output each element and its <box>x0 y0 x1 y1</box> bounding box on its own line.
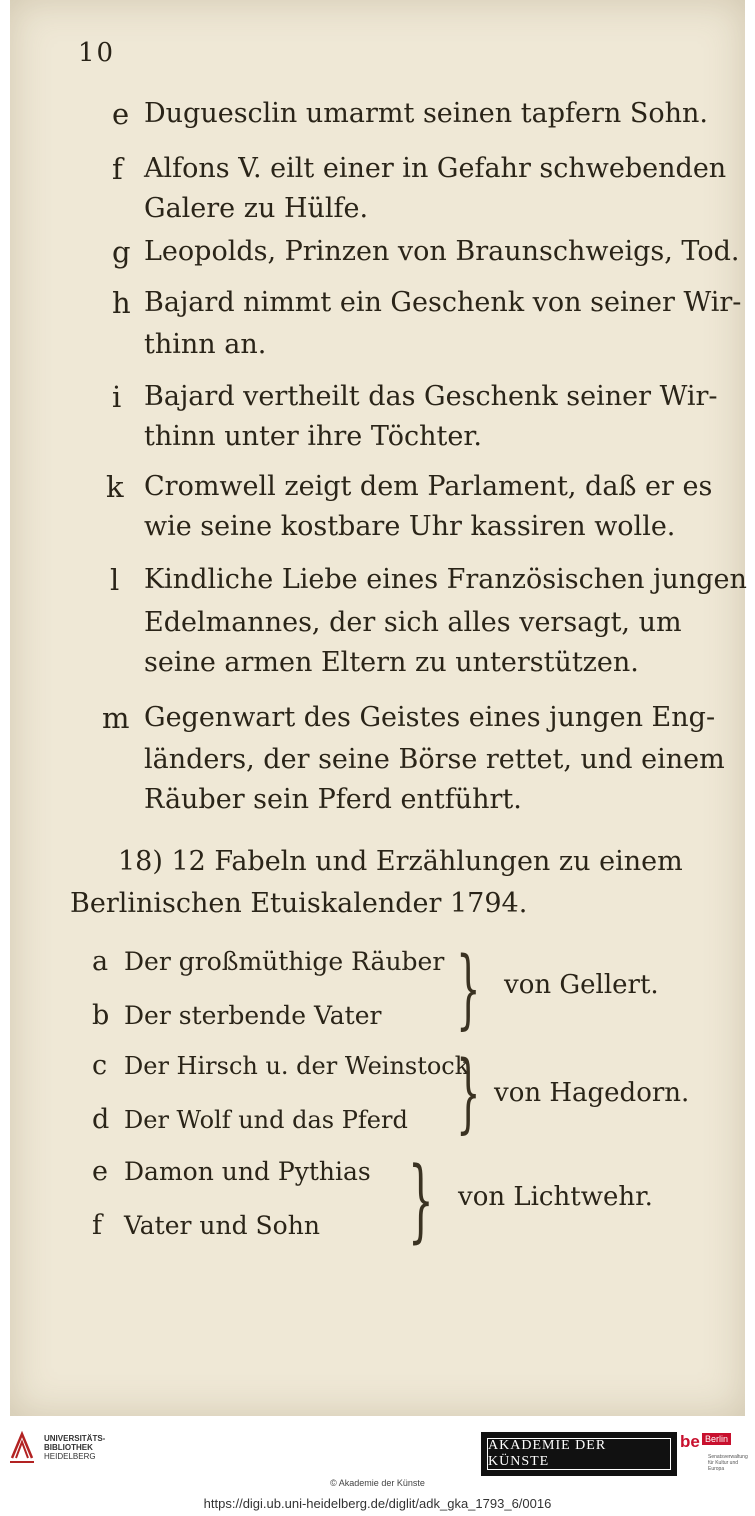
item-line: thinn an. <box>144 329 267 360</box>
fable-letter: f <box>92 1210 102 1241</box>
section-heading-line: Berlinischen Etuiskalender 1794. <box>70 888 528 919</box>
item-line: Bajard nimmt ein Geschenk von seiner Wir- <box>144 287 742 318</box>
academy-logo <box>481 1432 677 1476</box>
heidelberg-library-logo-icon <box>8 1428 36 1468</box>
page-number: 10 <box>78 38 116 68</box>
item-line: Bajard vertheilt das Geschenk seiner Wir- <box>144 381 718 412</box>
item-letter: k <box>106 470 124 504</box>
item-line: seine armen Eltern zu unterstützen. <box>144 647 639 678</box>
item-letter: l <box>110 563 120 597</box>
item-line: Cromwell zeigt dem Parlament, daß er es <box>144 471 713 502</box>
fable-author: von Hagedorn. <box>494 1078 690 1108</box>
berlin-logo-subtitle: Senatsverwaltung für Kultur und Europa <box>708 1454 748 1472</box>
fable-letter: d <box>92 1104 110 1135</box>
fable-author: von Lichtwehr. <box>458 1182 653 1212</box>
fable-title: Damon und Pythias <box>124 1157 371 1186</box>
copyright-notice: © Akademie der Künste <box>330 1478 425 1488</box>
item-line: thinn unter ihre Töchter. <box>144 421 482 452</box>
fable-letter: a <box>92 946 109 977</box>
fable-title: Vater und Sohn <box>124 1211 320 1240</box>
library-name-line: BIBLIOTHEK <box>44 1443 93 1452</box>
item-letter: g <box>112 235 131 269</box>
fable-letter: c <box>92 1050 108 1081</box>
fable-author: von Gellert. <box>504 970 659 1000</box>
item-line: länders, der seine Börse rettet, und einem <box>144 744 725 775</box>
curly-brace-icon: } <box>456 1043 481 1143</box>
library-name-line: HEIDELBERG <box>44 1452 96 1461</box>
item-letter: i <box>112 380 122 414</box>
section-heading-line: 18) 12 Fabeln und Erzählungen zu einem <box>118 846 683 877</box>
berlin-logo-tag: Berlin <box>702 1433 731 1445</box>
berlin-logo-mark: be <box>680 1432 700 1451</box>
curly-brace-icon: } <box>408 1148 434 1253</box>
fable-letter: e <box>92 1156 108 1187</box>
berlin-senate-logo <box>680 1432 748 1472</box>
item-letter: e <box>112 97 130 131</box>
item-line: Leopolds, Prinzen von Braunschweigs, Tod. <box>144 236 740 267</box>
fable-letter: b <box>92 1000 110 1031</box>
item-letter: h <box>112 286 131 320</box>
fable-title: Der Wolf und das Pferd <box>124 1106 408 1134</box>
item-line: Räuber sein Pferd entführt. <box>144 784 522 815</box>
fable-title: Der großmüthige Räuber <box>124 947 445 976</box>
item-line: Gegenwart des Geistes eines jungen Eng- <box>144 702 716 733</box>
item-line: Galere zu Hülfe. <box>144 193 369 224</box>
item-letter: f <box>112 152 123 186</box>
academy-logo-text: AKADEMIE DER KÜNSTE <box>487 1438 671 1470</box>
library-name <box>44 1434 105 1461</box>
item-line: wie seine kostbare Uhr kassiren wolle. <box>144 511 676 542</box>
item-letter: m <box>102 701 130 735</box>
scanned-page <box>10 0 745 1416</box>
source-url-link[interactable]: https://digi.ub.uni-heidelberg.de/diglit/adk_gka_1793_6/0016 <box>203 1496 552 1511</box>
item-line: Duguesclin umarmt seinen tapfern Sohn. <box>144 98 708 129</box>
curly-brace-icon: } <box>456 939 481 1039</box>
item-line: Alfons V. eilt einer in Gefahr schwebenden <box>144 153 727 184</box>
item-line: Kindliche Liebe eines Französischen jungen <box>144 564 747 595</box>
fable-title: Der Hirsch u. der Weinstock <box>124 1052 470 1080</box>
item-line: Edelmannes, der sich alles versagt, um <box>144 607 682 638</box>
library-name-line: UNIVERSITÄTS- <box>44 1434 106 1443</box>
fable-title: Der sterbende Vater <box>124 1001 382 1030</box>
